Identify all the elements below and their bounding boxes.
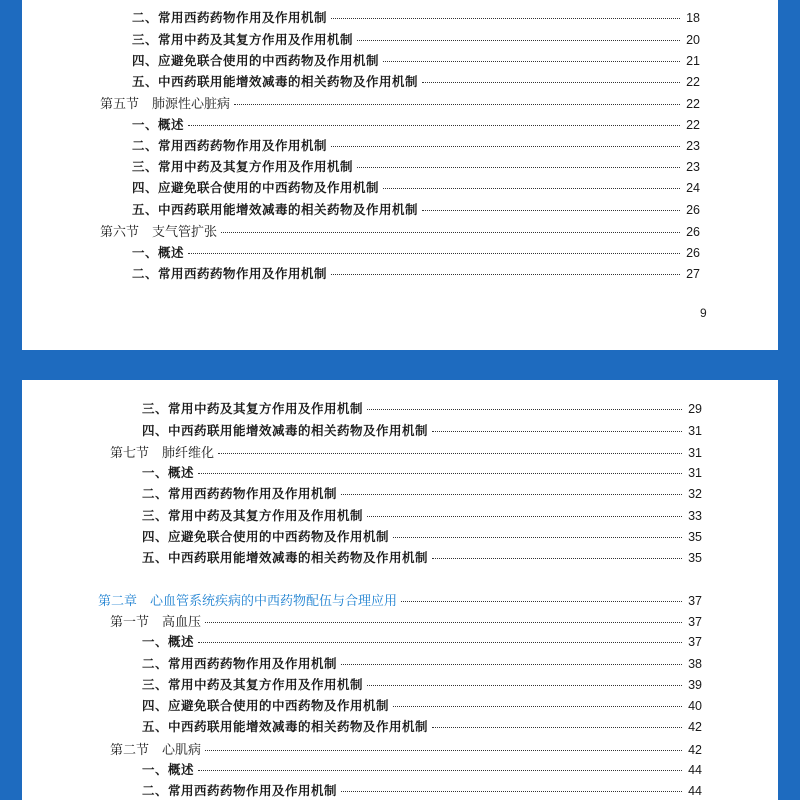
- toc-entry-page-number: 26: [686, 225, 700, 239]
- toc-subsection-entry: [132, 8, 700, 26]
- toc-entry-page-number: 26: [686, 203, 700, 217]
- dot-leader: [188, 125, 680, 126]
- toc-page-upper: [22, 0, 778, 350]
- dot-leader: [393, 706, 682, 707]
- toc-entry-title: 第一节 高血压: [110, 615, 202, 630]
- toc-entry-title: 一、概述: [142, 465, 195, 480]
- toc-subsection-entry: [132, 72, 700, 90]
- toc-entry-page-number: 23: [686, 160, 700, 174]
- page-number: 9: [700, 306, 707, 320]
- dot-leader: [432, 727, 682, 728]
- dot-leader: [198, 473, 682, 474]
- toc-subsection-entry: [132, 178, 700, 196]
- toc-entry-page-number: 31: [688, 424, 702, 438]
- toc-entry-page-number: 18: [686, 11, 700, 25]
- toc-entry-page-number: 37: [688, 615, 702, 629]
- toc-entry-page-number: 26: [686, 246, 700, 260]
- dot-leader: [331, 18, 680, 19]
- toc-subsection-entry: [142, 527, 702, 545]
- toc-subsection-entry: [132, 157, 700, 175]
- dot-leader: [432, 558, 682, 559]
- toc-entry-title: 二、常用西药药物作用及作用机制: [142, 486, 338, 501]
- dot-leader: [422, 210, 680, 211]
- toc-entry-title: 第二章 心血管系统疾病的中西药物配伍与合理应用: [98, 594, 398, 609]
- toc-subsection-entry: [132, 264, 700, 282]
- toc-entry-title: 第五节 肺源性心脏病: [100, 97, 231, 112]
- toc-chapter-entry: [98, 590, 702, 609]
- toc-subsection-entry: [142, 421, 702, 439]
- toc-subsection-entry: [132, 136, 700, 154]
- toc-entry-title: 五、中西药联用能增效减毒的相关药物及作用机制: [142, 550, 429, 565]
- dot-leader: [367, 516, 682, 517]
- dot-leader: [367, 685, 682, 686]
- toc-entry-title: 二、常用西药药物作用及作用机制: [142, 783, 338, 798]
- toc-entry-title: 一、概述: [142, 762, 195, 777]
- toc-entry-title: 四、应避免联合使用的中西药物及作用机制: [132, 180, 380, 195]
- dot-leader: [341, 791, 682, 792]
- toc-entry-title: 第六节 支气管扩张: [100, 225, 218, 240]
- toc-section-entry: [100, 221, 700, 240]
- toc-entry-title: 第二节 心肌病: [110, 743, 202, 758]
- toc-entry-title: 一、概述: [132, 117, 185, 132]
- toc-entry-page-number: 33: [688, 509, 702, 523]
- toc-entry-page-number: 29: [688, 402, 702, 416]
- toc-entry-page-number: 37: [688, 594, 702, 608]
- toc-section-entry: [110, 611, 702, 630]
- toc-entry-title: 三、常用中药及其复方作用及作用机制: [142, 677, 364, 692]
- toc-subsection-entry: [142, 399, 702, 417]
- toc-entry-title: 五、中西药联用能增效减毒的相关药物及作用机制: [142, 719, 429, 734]
- dot-leader: [367, 409, 682, 410]
- toc-entry-title: 四、中西药联用能增效减毒的相关药物及作用机制: [142, 423, 429, 438]
- toc-entry-page-number: 42: [688, 743, 702, 757]
- dot-leader: [198, 642, 682, 643]
- toc-entry-page-number: 35: [688, 530, 702, 544]
- toc-subsection-entry: [142, 632, 702, 650]
- toc-subsection-entry: [142, 548, 702, 566]
- toc-entry-page-number: 40: [688, 699, 702, 713]
- toc-subsection-entry: [132, 200, 700, 218]
- toc-subsection-entry: [142, 463, 702, 481]
- toc-subsection-entry: [142, 506, 702, 524]
- toc-entry-title: 一、概述: [132, 245, 185, 260]
- toc-subsection-entry: [142, 654, 702, 672]
- toc-subsection-entry: [132, 115, 700, 133]
- dot-leader: [357, 40, 680, 41]
- toc-entry-title: 四、应避免联合使用的中西药物及作用机制: [142, 698, 390, 713]
- toc-subsection-entry: [142, 696, 702, 714]
- dot-leader: [331, 146, 680, 147]
- toc-entry-page-number: 20: [686, 33, 700, 47]
- toc-subsection-entry: [132, 51, 700, 69]
- toc-subsection-entry: [132, 30, 700, 48]
- dot-leader: [383, 188, 680, 189]
- dot-leader: [188, 253, 680, 254]
- toc-entry-page-number: 39: [688, 678, 702, 692]
- toc-entry-page-number: 32: [688, 487, 702, 501]
- toc-entry-title: 四、应避免联合使用的中西药物及作用机制: [142, 529, 390, 544]
- toc-entry-title: 三、常用中药及其复方作用及作用机制: [132, 159, 354, 174]
- toc-entry-title: 五、中西药联用能增效减毒的相关药物及作用机制: [132, 74, 419, 89]
- dot-leader: [393, 537, 682, 538]
- dot-leader: [198, 770, 682, 771]
- toc-subsection-entry: [132, 243, 700, 261]
- toc-entry-title: 二、常用西药药物作用及作用机制: [142, 656, 338, 671]
- toc-entry-page-number: 42: [688, 720, 702, 734]
- toc-entry-title: 三、常用中药及其复方作用及作用机制: [142, 401, 364, 416]
- toc-entry-page-number: 35: [688, 551, 702, 565]
- toc-entry-page-number: 31: [688, 466, 702, 480]
- toc-subsection-entry: [142, 781, 702, 799]
- toc-entry-page-number: 31: [688, 446, 702, 460]
- toc-entry-title: 第七节 肺纤维化: [110, 446, 215, 461]
- toc-entry-page-number: 38: [688, 657, 702, 671]
- toc-entry-page-number: 44: [688, 784, 702, 798]
- toc-section-entry: [110, 739, 702, 758]
- toc-entry-page-number: 22: [686, 75, 700, 89]
- toc-entry-page-number: 24: [686, 181, 700, 195]
- toc-entry-title: 一、概述: [142, 634, 195, 649]
- toc-entry-title: 二、常用西药药物作用及作用机制: [132, 138, 328, 153]
- toc-entry-page-number: 27: [686, 267, 700, 281]
- toc-entry-title: 三、常用中药及其复方作用及作用机制: [132, 32, 354, 47]
- toc-entry-page-number: 22: [686, 97, 700, 111]
- dot-leader: [432, 431, 682, 432]
- toc-subsection-entry: [142, 717, 702, 735]
- dot-leader: [422, 82, 680, 83]
- toc-entry-title: 三、常用中药及其复方作用及作用机制: [142, 508, 364, 523]
- toc-entry-page-number: 37: [688, 635, 702, 649]
- toc-subsection-entry: [142, 675, 702, 693]
- toc-entry-page-number: 21: [686, 54, 700, 68]
- toc-subsection-entry: [142, 760, 702, 778]
- toc-section-entry: [110, 442, 702, 461]
- toc-entry-title: 五、中西药联用能增效减毒的相关药物及作用机制: [132, 202, 419, 217]
- toc-subsection-entry: [142, 484, 702, 502]
- dot-leader: [357, 167, 680, 168]
- toc-entry-page-number: 23: [686, 139, 700, 153]
- dot-leader: [383, 61, 680, 62]
- dot-leader: [331, 274, 680, 275]
- dot-leader: [205, 622, 682, 623]
- dot-leader: [205, 750, 682, 751]
- dot-leader: [234, 104, 680, 105]
- dot-leader: [401, 601, 682, 602]
- toc-entry-title: 四、应避免联合使用的中西药物及作用机制: [132, 53, 380, 68]
- dot-leader: [341, 494, 682, 495]
- toc-page-lower: [22, 380, 778, 800]
- toc-entry-title: 二、常用西药药物作用及作用机制: [132, 266, 328, 281]
- dot-leader: [218, 453, 682, 454]
- toc-section-entry: [100, 93, 700, 112]
- toc-entry-page-number: 22: [686, 118, 700, 132]
- toc-entry-title: 二、常用西药药物作用及作用机制: [132, 10, 328, 25]
- dot-leader: [341, 664, 682, 665]
- toc-entry-page-number: 44: [688, 763, 702, 777]
- dot-leader: [221, 232, 680, 233]
